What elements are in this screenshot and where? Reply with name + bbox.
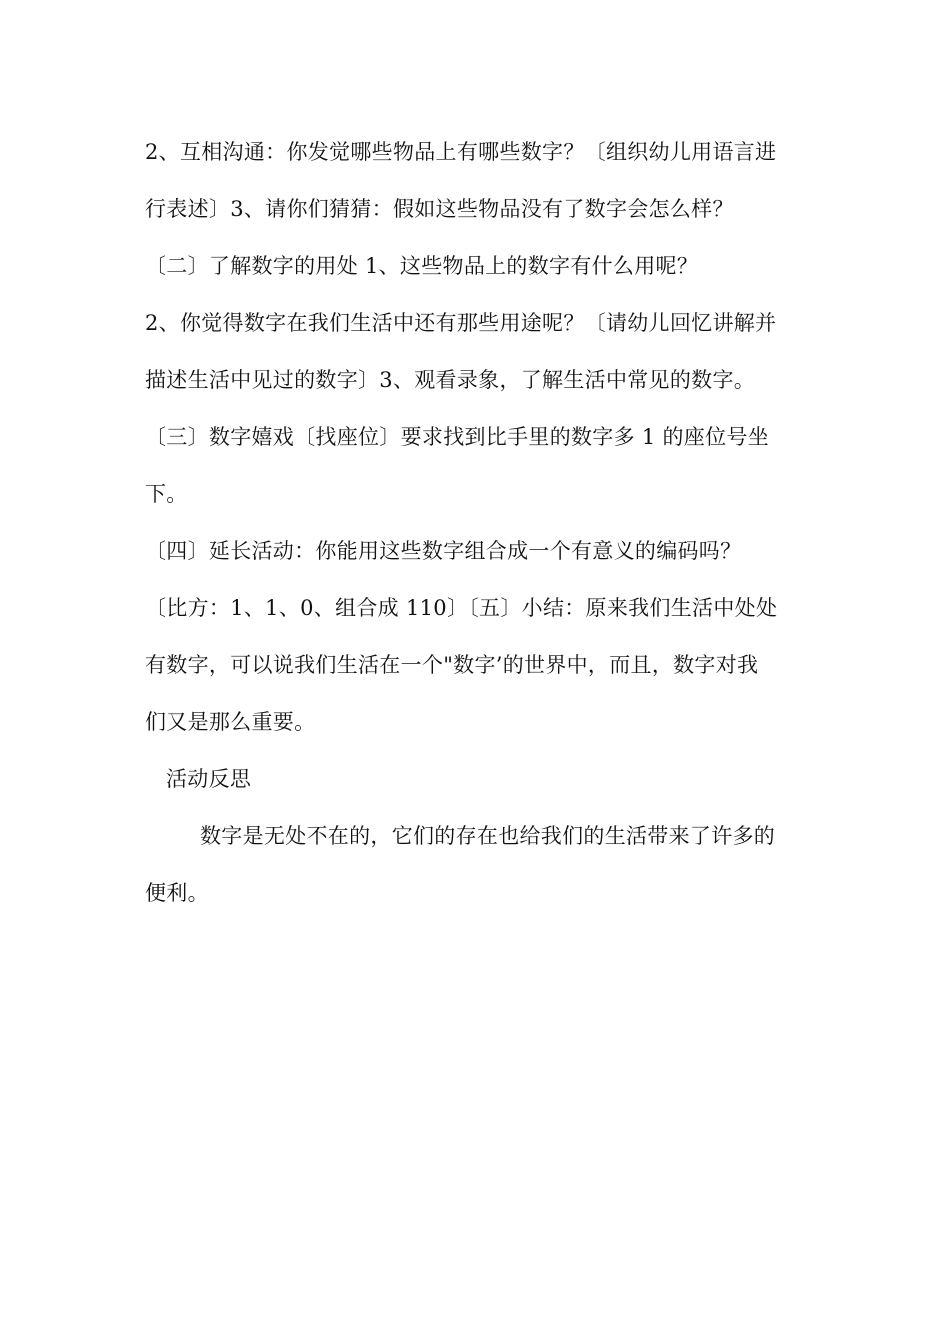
text-line: 2、互相沟通：你发觉哪些物品上有哪些数字？〔组织幼儿用语言进 [145,140,777,164]
text-line: 〔四〕延长活动：你能用这些数字组合成一个有意义的编码吗？ [145,539,742,563]
text-line: 〔三〕数字嬉戏〔找座位〕要求找到比手里的数字多 1 的座位号坐 [145,425,770,449]
reflection-line: 数字是无处不在的，它们的存在也给我们的生活带来了许多的 [200,824,776,848]
text-line: 有数字，可以说我们生活在一个"数字’的世界中，而且，数字对我 [145,653,759,677]
text-line: 行表述〕3、请你们猜猜：假如这些物品没有了数字会怎么样？ [145,197,734,221]
reflection-line: 便利。 [145,881,209,905]
section-heading: 活动反思 [166,767,252,791]
text-line: 2、你觉得数字在我们生活中还有那些用途呢？〔请幼儿回忆讲解并 [145,311,777,335]
text-line: 们又是那么重要。 [145,710,316,734]
text-line: 描述生活中见过的数字〕3、观看录象，了解生活中常见的数字。 [145,368,756,392]
text-line: 下。 [145,482,188,506]
text-line: 〔比方：1、1、0、组合成 110〕〔五〕小结：原来我们生活中处处 [145,596,778,620]
text-line: 〔二〕了解数字的用处 1、这些物品上的数字有什么用呢？ [145,254,699,278]
